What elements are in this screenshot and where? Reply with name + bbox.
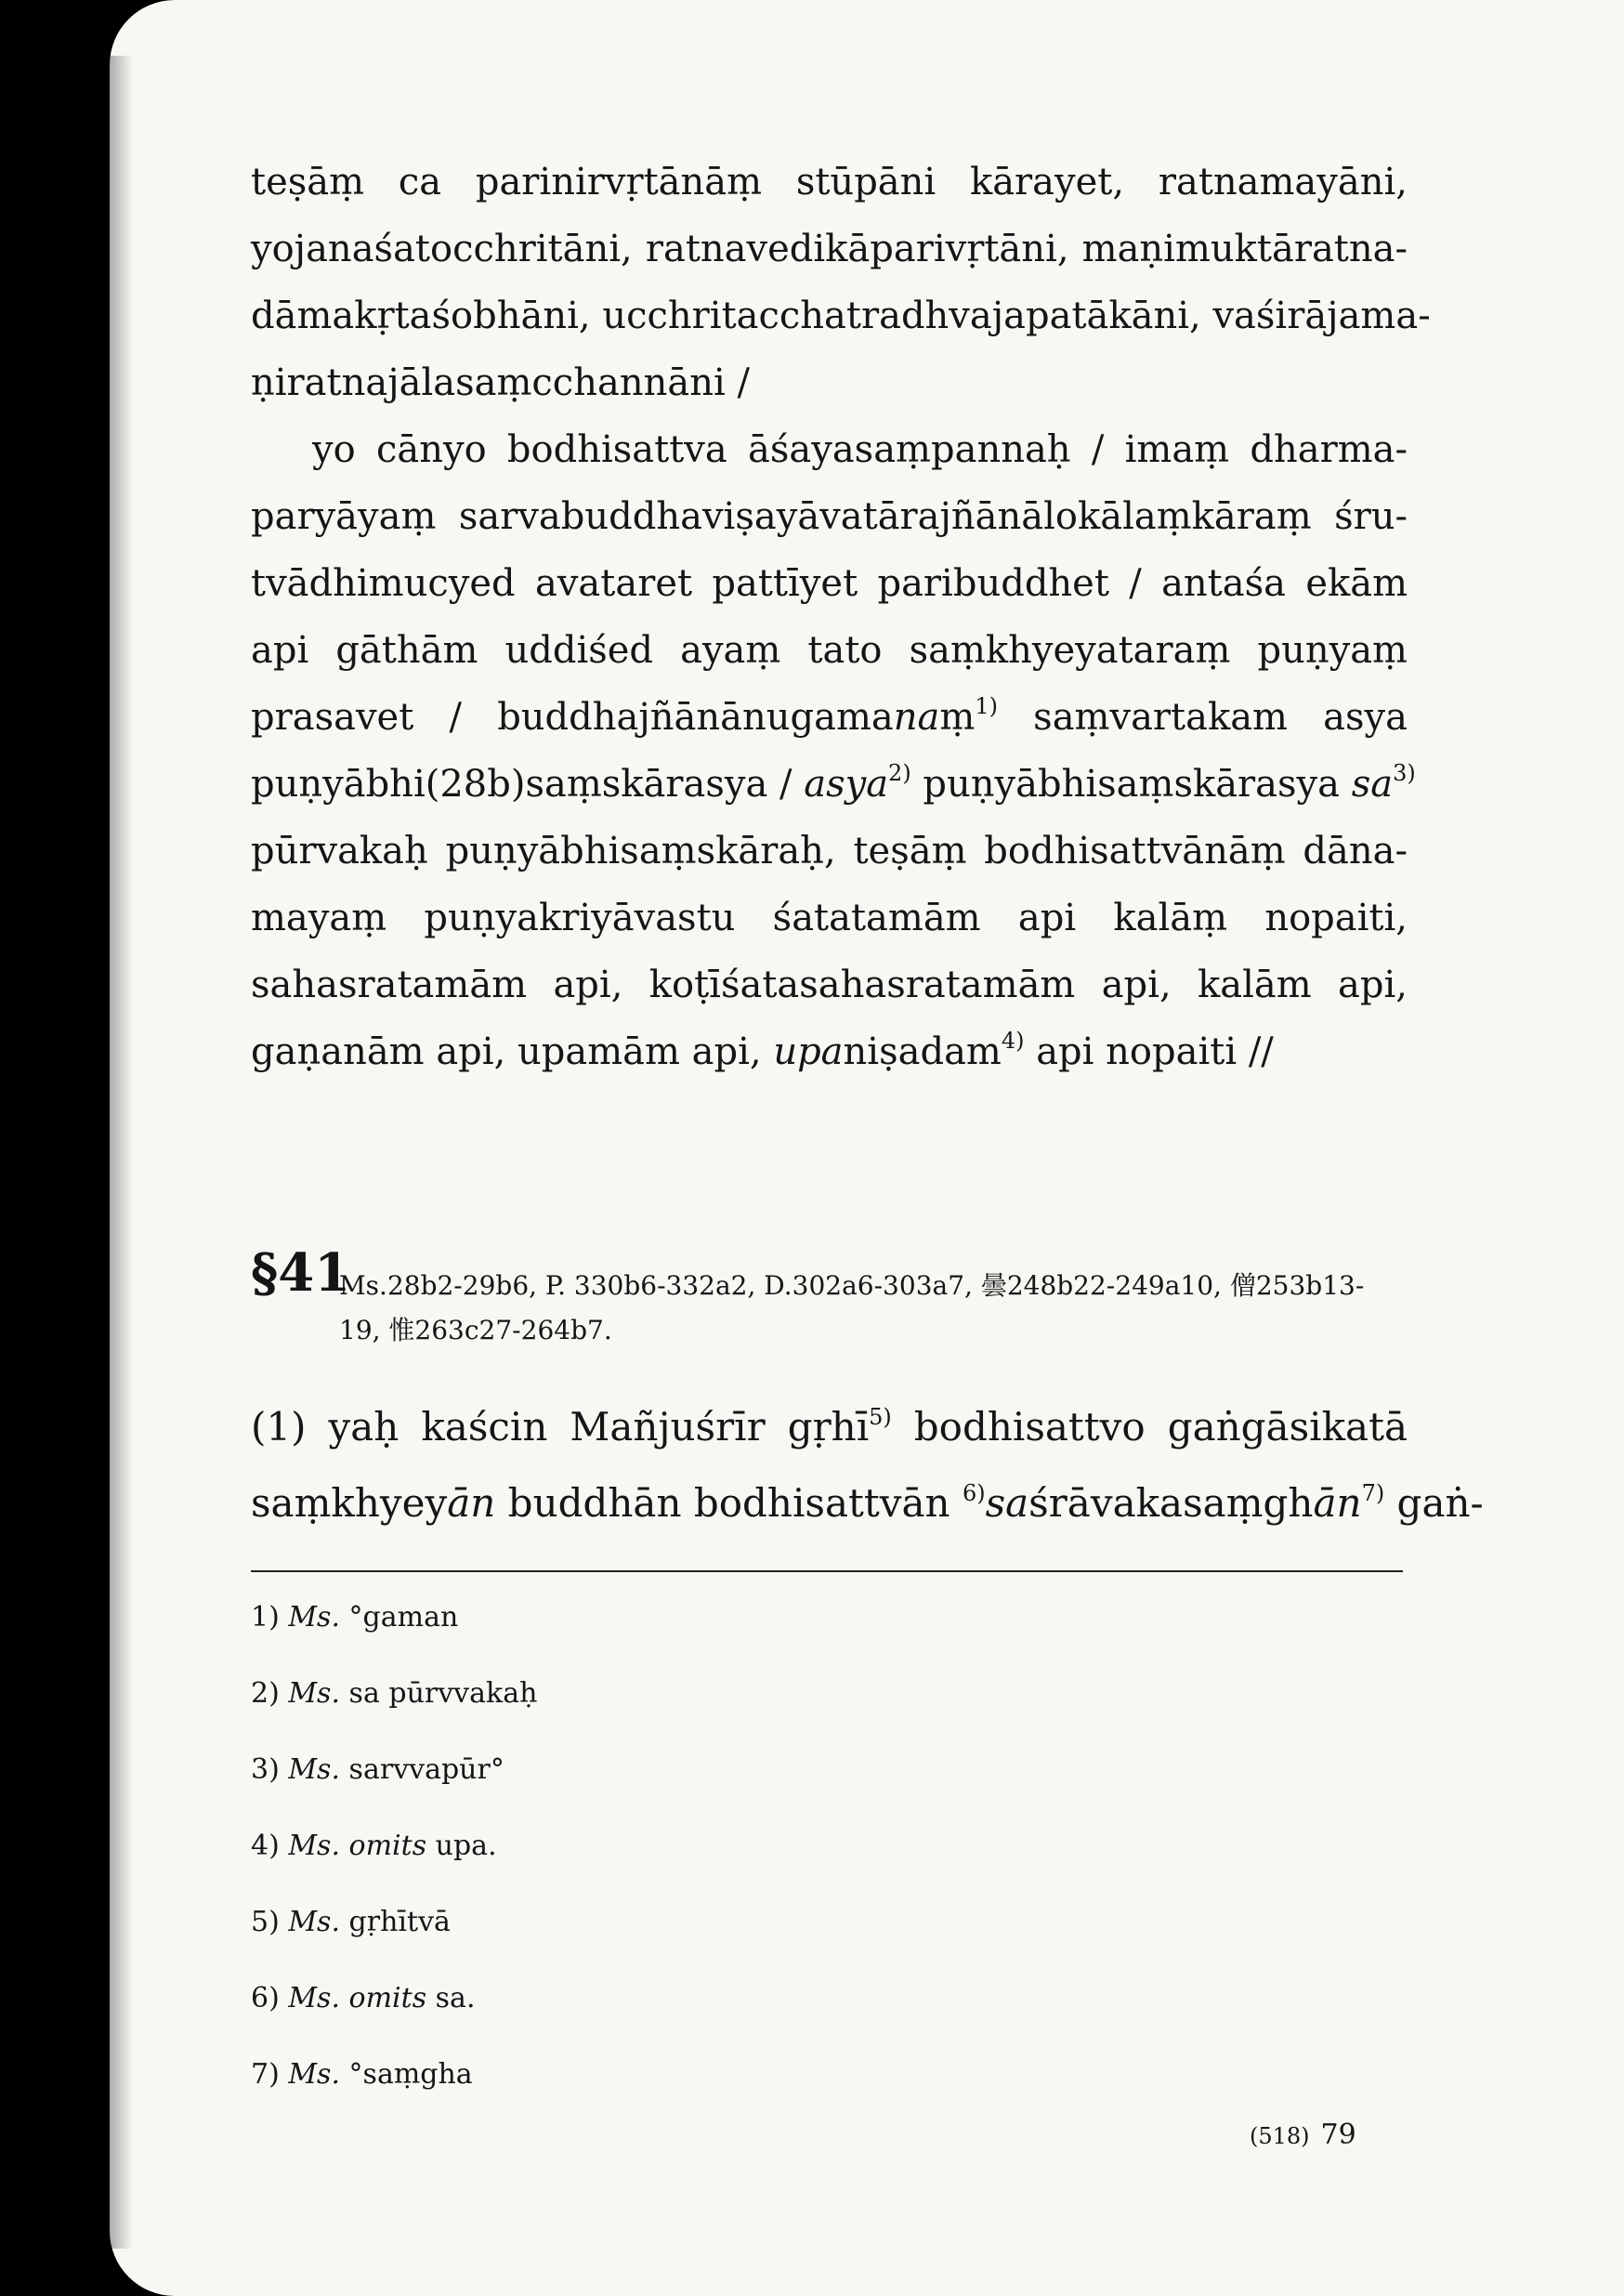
footnote-number: 4) <box>251 1830 280 1862</box>
text-line: yo cānyo bodhisattva āśayasaṃpannaḥ / imaṃ dharma- <box>312 428 1408 471</box>
text-line: teṣāṃ ca parinirvṛtānāṃ stūpāni kārayet, ratnamayāni, <box>251 161 1408 203</box>
text-line: pūrvakaḥ puṇyābhisaṃskāraḥ, teṣāṃ bodhisattvānāṃ dāna- <box>251 830 1408 872</box>
footnote <box>251 1808 1087 1884</box>
footnote-ref: 1) <box>975 693 998 719</box>
text-segment: api nopaiti // <box>1024 1030 1274 1073</box>
text-segment: puṇyābhisaṃskārasya <box>910 763 1352 806</box>
text-segment: puṇyābhi(28b)saṃskārasya / <box>251 763 805 806</box>
text-line <box>251 684 1408 751</box>
footnote <box>251 1580 1087 1656</box>
footnote-text: sa pūrvvakaḥ <box>348 1677 538 1710</box>
footnote-omits: omits <box>348 1982 427 2014</box>
footnote-ref: 5) <box>869 1404 892 1430</box>
footnote <box>251 1884 1087 1961</box>
footnote-divider <box>251 1570 1403 1572</box>
text-line <box>251 1018 1408 1085</box>
text-segment: (1) yaḥ kaścin Mañjuśrīr gṛhī <box>251 1404 870 1450</box>
footnote-number: 7) <box>251 2058 280 2091</box>
footnote-text: gṛhītvā <box>348 1906 451 1938</box>
footnote-ref: 6) <box>962 1480 986 1506</box>
italic-segment: sa <box>985 1480 1029 1526</box>
footnote-ms: Ms. <box>288 2058 340 2091</box>
footnote-text: sa. <box>435 1982 476 2014</box>
footnote <box>251 2037 1087 2113</box>
text-line: yojanaśatocchritāni, ratnavedikāparivṛtāni, maṇimuktāratna- <box>251 228 1408 270</box>
italic-segment: sa <box>1351 763 1394 806</box>
text-segment: śrāvakasaṃgh <box>1028 1480 1314 1526</box>
footnote-omits: omits <box>348 1830 427 1862</box>
footnote-text: °saṃgha <box>348 2058 473 2091</box>
text-line <box>251 751 1416 818</box>
footnotes <box>251 1580 1087 2113</box>
footnote-ms: Ms. <box>288 1906 340 1938</box>
text-line: tvādhimucyed avataret pattīyet paribuddhet / antaśa ekām <box>251 562 1408 605</box>
text-segment: buddhān bodhisattvān <box>495 1480 963 1526</box>
footnote-ms: Ms. <box>288 1753 340 1786</box>
footnote-number: 1) <box>251 1601 280 1633</box>
text-segment: gaṇanām api, upamām api, <box>251 1030 774 1073</box>
footnote <box>251 1732 1087 1808</box>
footnote-number: 6) <box>251 1982 280 2014</box>
text-segment: gaṅ- <box>1384 1480 1484 1526</box>
footnote-text: upa. <box>435 1830 497 1862</box>
italic-segment: na <box>893 696 940 739</box>
text-line: dāmakṛtaśobhāni, ucchritacchatradhvajapatākāni, vaśirājama- <box>251 295 1431 337</box>
text-line: api gāthām uddiśed ayaṃ tato saṃkhyeyataraṃ puṇyaṃ <box>251 629 1408 672</box>
text-line: sahasratamām api, koṭīśatasahasratamām api, kalām api, <box>251 964 1408 1006</box>
italic-segment: asya <box>804 763 889 806</box>
italic-segment: ān <box>1313 1480 1362 1526</box>
text-line: ṇiratnajālasaṃcchannāni / <box>251 361 750 404</box>
footnote-ms: Ms. <box>288 1601 340 1633</box>
page-number <box>1250 2119 1356 2151</box>
text-segment: saṃvartakam asya <box>997 696 1408 739</box>
text-line <box>251 1465 1484 1542</box>
paragraph-3 <box>251 1389 1484 1542</box>
reference-line: Ms.28b2-29b6, P. 330b6-332a2, D.302a6-303a7, 曇248b22-249a10, 僧253b13- <box>339 1270 1365 1301</box>
footnote-number: 2) <box>251 1677 280 1710</box>
text-segment: bodhisattvo gaṅgāsikatā <box>891 1404 1408 1450</box>
reference-line: 19, 惟263c27-264b7. <box>339 1315 612 1345</box>
footnote-ref: 2) <box>888 760 911 786</box>
footnote-ms: Ms. <box>288 1677 340 1710</box>
footnote-text: sarvvapūr° <box>348 1753 504 1786</box>
section-references <box>339 1264 1408 1353</box>
text-segment: ṃ <box>939 696 976 739</box>
text-segment: prasavet / buddhajñānānugama <box>251 696 894 739</box>
footnote-number: 5) <box>251 1906 280 1938</box>
italic-segment: upa <box>773 1030 844 1073</box>
footnote <box>251 1961 1087 2037</box>
text-segment: niṣadam <box>843 1030 1002 1073</box>
text-line <box>251 1389 1408 1465</box>
italic-segment: ān <box>447 1480 496 1526</box>
text-line: mayaṃ puṇyakriyāvastu śatatamām api kalāṃ nopaiti, <box>251 897 1408 939</box>
paragraph-1 <box>251 149 1431 416</box>
footnote-text: °gaman <box>348 1601 459 1633</box>
page-number-bracketed: (518) <box>1250 2123 1310 2149</box>
footnote-ref: 7) <box>1361 1480 1385 1506</box>
text-line: paryāyaṃ sarvabuddhaviṣayāvatārajñānālokālaṃkāraṃ śru- <box>251 495 1408 538</box>
section-number: §41 <box>251 1242 351 1304</box>
footnote-ms: Ms. <box>288 1982 340 2014</box>
footnote-ref: 3) <box>1393 760 1416 786</box>
footnote-number: 3) <box>251 1753 280 1786</box>
footnote-ref: 4) <box>1001 1028 1025 1054</box>
footnote <box>251 1656 1087 1732</box>
page-number-value: 79 <box>1320 2119 1356 2151</box>
footnote-ms: Ms. <box>288 1830 340 1862</box>
text-segment: saṃkhyey <box>251 1480 448 1526</box>
paragraph-2 <box>251 416 1416 1085</box>
